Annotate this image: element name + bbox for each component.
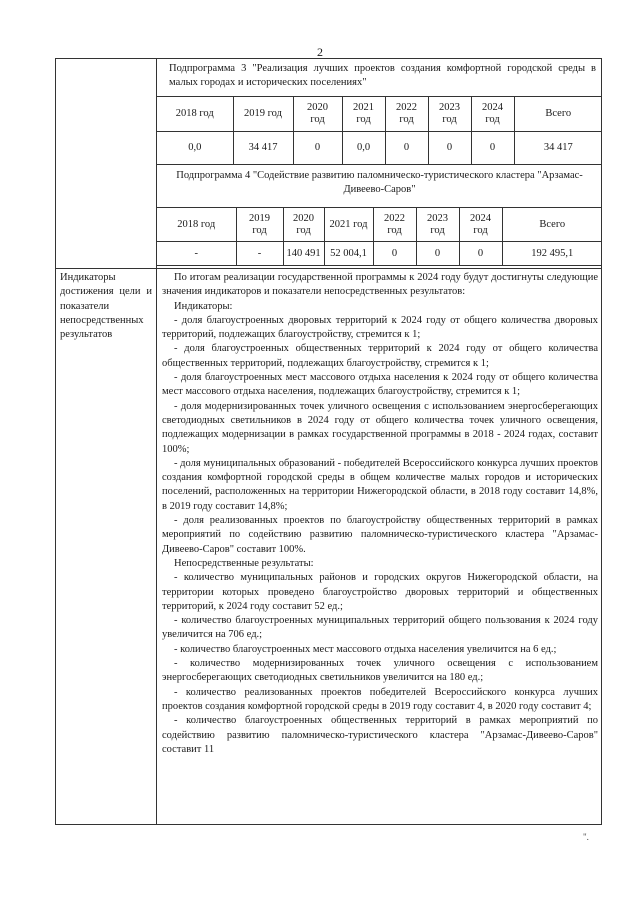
indicator-item: - доля реализованных проектов по благоустройству общественных территорий в рамках мероприятий по содействию развитию паломническо-туристического кластера "Арзамас-Дивеево-Саров" составит 100%. [162,515,598,555]
header-cell: 2023 год [428,97,471,132]
header-cell: 2024 год [471,97,514,132]
subprogram-4-block [157,163,602,266]
header-cell: 2018 год [157,208,236,242]
header-cell: Всего [502,208,602,242]
value-cell: - [157,242,236,266]
value-cell: 34 417 [514,132,602,165]
indicators-text [162,271,598,757]
indicators-paragraph: По итогам реализации государственной программы к 2024 году будут достигнуты следующие значения индикаторов и показатели непосредственных результатов: [162,272,598,298]
result-item: - количество благоустроенных общественных территорий в рамках мероприятий по содействию развитию паломническо-туристического кластера "Арзамас-Дивеево-Саров" составит 11 [162,715,598,755]
value-cell: 0 [385,132,428,165]
header-cell: 2019 год [236,208,283,242]
indicator-item: - доля модернизированных точек уличного освещения с использованием энергосберегающих светодиодных светильников в 2024 году от общего количества точек уличного освещения, подлежащих модернизации в рамках государственной программы в 2018 - 2024 годах, составит 100%; [162,400,598,455]
indicator-item: - доля благоустроенных мест массового отдыха населения к 2024 году от общего количества мест массового отдыха населения, подлежащих благоустройству, стремится к 1; [162,372,598,398]
value-cell: 0 [416,242,459,266]
closing-quote-mark: ". [583,832,589,842]
value-cell: 52 004,1 [324,242,373,266]
value-cell: 0,0 [342,132,385,165]
subprogram-3-table [157,97,602,165]
value-cell: 0 [293,132,342,165]
page-number: 2 [317,45,323,59]
header-cell: 2018 год [157,97,233,132]
value-cell: - [236,242,283,266]
result-item: - количество модернизированных точек уличного освещения с использованием энергосберегающих светодиодных светильников увеличится на 180 ед.; [162,658,598,684]
subprogram-4-header-row [157,208,602,242]
result-item: - количество муниципальных районов и городских округов Нижегородской области, на территории которых проведено благоустройство дворовых территорий и общественных территорий, к 2024 году составит 52 ед.; [162,572,598,612]
result-item: - количество реализованных проектов победителей Всероссийского конкурса лучших проектов создания комфортной городской среды в 2019 году составит 4, в 2020 году составит 4; [162,686,598,712]
value-cell: 34 417 [233,132,293,165]
header-cell: 2021 год [324,208,373,242]
header-cell: 2024 год [459,208,502,242]
indicator-item: - доля благоустроенных дворовых территорий к 2024 году от общего количества дворовых территорий, подлежащих благоустройству, стремится к 1; [162,314,598,341]
header-cell: 2020 год [283,208,324,242]
subprogram-3-title: Подпрограмма 3 "Реализация лучших проектов создания комфортной городской среды в малых городах и исторических поселениях" [157,59,602,97]
value-cell: 0 [428,132,471,165]
section-divider [56,268,601,269]
value-cell: 0,0 [157,132,233,165]
header-cell: 2021 год [342,97,385,132]
value-cell: 0 [459,242,502,266]
value-cell: 0 [471,132,514,165]
subprogram-3-header-row [157,97,602,132]
indicator-item: - доля благоустроенных общественных территорий к 2024 году от общего количества общественных территорий, подлежащих благоустройству, стремится к 1; [162,343,598,369]
subprogram-3-block [157,59,602,165]
subprogram-3-value-row [157,132,602,165]
results-heading: Непосредственные результаты: [174,557,314,569]
subprogram-4-title: Подпрограмма 4 "Содействие развитию паломническо-туристического кластера "Арзамас-Дивеево-Саров" [157,163,602,208]
header-cell: 2020 год [293,97,342,132]
subprogram-4-table [157,208,602,266]
indicator-item: - доля муниципальных образований - победителей Всероссийского конкурса лучших проектов создания комфортной городской среды в общем количестве малых городов и исторических поселений, расположенных на территории Нижегородской области, в 2018 году составит 14,8%, в 2019 году составит 14,8%; [162,457,598,512]
header-cell: 2023 год [416,208,459,242]
program-passport-table [55,58,602,825]
header-cell: 2022 год [385,97,428,132]
value-cell: 0 [373,242,416,266]
result-item: - количество благоустроенных муниципальных территорий общего пользования к 2024 году увеличится на 706 ед.; [162,615,598,641]
header-cell: 2019 год [233,97,293,132]
header-cell: Всего [514,97,602,132]
value-cell: 192 495,1 [502,242,602,266]
indicators-label: Индикаторы достижения цели и показатели непосредственных результатов [60,272,152,341]
header-cell: 2022 год [373,208,416,242]
value-cell: 140 491 [283,242,324,266]
subprogram-4-value-row [157,242,602,266]
result-item: - количество благоустроенных мест массового отдыха населения увеличится на 6 ед.; [174,643,557,655]
indicators-heading: Индикаторы: [174,300,233,312]
